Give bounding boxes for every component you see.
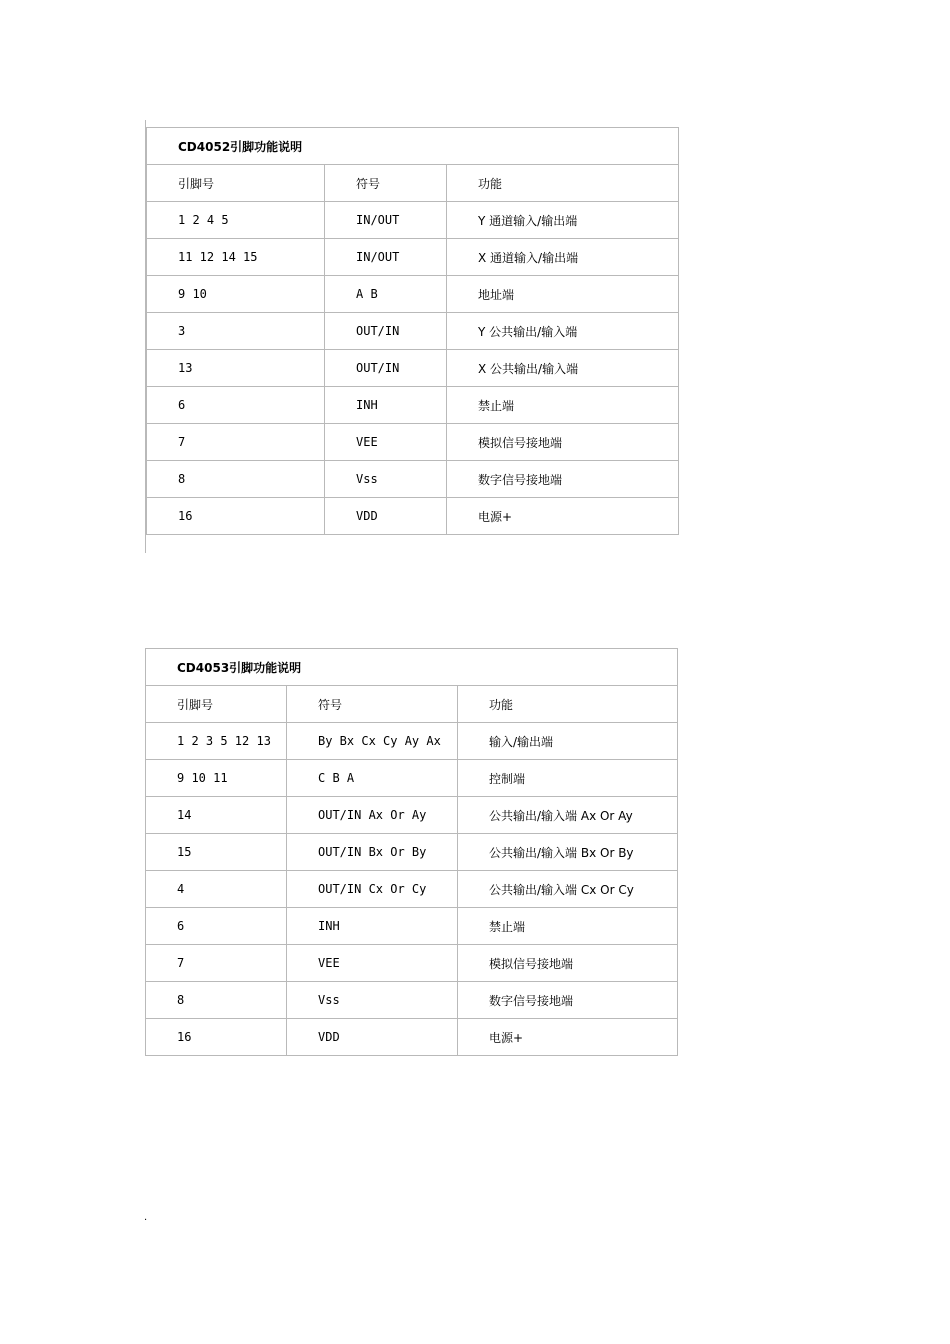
function-cell: Y 通道输入/输出端: [447, 202, 679, 239]
symbol-cell: OUT/IN Bx Or By: [287, 834, 458, 871]
pin-cell: 16: [147, 498, 325, 535]
table-row: [147, 498, 679, 535]
symbol-cell: VDD: [325, 498, 447, 535]
cd4053-pin-table: [145, 648, 678, 1056]
pin-cell: 9 10: [147, 276, 325, 313]
symbol-cell: Vss: [287, 982, 458, 1019]
symbol-cell: INH: [325, 387, 447, 424]
pin-cell: 1 2 4 5: [147, 202, 325, 239]
table-row: [146, 760, 678, 797]
table-row: [147, 350, 679, 387]
table-row: [147, 313, 679, 350]
function-cell: 电源+: [447, 498, 679, 535]
function-cell: Y 公共输出/输入端: [447, 313, 679, 350]
table-row: [146, 982, 678, 1019]
table-row: [146, 908, 678, 945]
function-cell: 公共输出/输入端 Ax Or Ay: [458, 797, 678, 834]
function-cell: 模拟信号接地端: [458, 945, 678, 982]
function-cell: 禁止端: [458, 908, 678, 945]
symbol-cell: IN/OUT: [325, 202, 447, 239]
function-cell: X 通道输入/输出端: [447, 239, 679, 276]
function-cell: 公共输出/输入端 Bx Or By: [458, 834, 678, 871]
pin-cell: 8: [146, 982, 287, 1019]
table-header-row: [146, 686, 678, 723]
function-cell: 输入/输出端: [458, 723, 678, 760]
symbol-cell: INH: [287, 908, 458, 945]
table-header-row: [147, 165, 679, 202]
cd4052-pin-table: [146, 127, 679, 535]
function-cell: 数字信号接地端: [458, 982, 678, 1019]
symbol-cell: OUT/IN Cx Or Cy: [287, 871, 458, 908]
function-cell: 地址端: [447, 276, 679, 313]
header-function: 功能: [458, 686, 678, 723]
pin-cell: 7: [146, 945, 287, 982]
pin-cell: 9 10 11: [146, 760, 287, 797]
function-cell: 数字信号接地端: [447, 461, 679, 498]
header-pin-number: 引脚号: [146, 686, 287, 723]
pin-cell: 13: [147, 350, 325, 387]
symbol-cell: VEE: [325, 424, 447, 461]
table-row: [147, 276, 679, 313]
table-row: [146, 834, 678, 871]
function-cell: 公共输出/输入端 Cx Or Cy: [458, 871, 678, 908]
table-title: CD4053引脚功能说明: [146, 649, 678, 686]
table-title-row: [146, 649, 678, 686]
header-symbol: 符号: [287, 686, 458, 723]
header-function: 功能: [447, 165, 679, 202]
pin-cell: 6: [147, 387, 325, 424]
symbol-cell: VEE: [287, 945, 458, 982]
function-cell: 模拟信号接地端: [447, 424, 679, 461]
pin-cell: 11 12 14 15: [147, 239, 325, 276]
table-row: [147, 424, 679, 461]
symbol-cell: OUT/IN: [325, 313, 447, 350]
table-row: [146, 945, 678, 982]
function-cell: 控制端: [458, 760, 678, 797]
table-row: [147, 239, 679, 276]
header-symbol: 符号: [325, 165, 447, 202]
pin-cell: 14: [146, 797, 287, 834]
function-cell: 禁止端: [447, 387, 679, 424]
table-title-row: [147, 128, 679, 165]
symbol-cell: VDD: [287, 1019, 458, 1056]
table-row: [147, 461, 679, 498]
symbol-cell: IN/OUT: [325, 239, 447, 276]
footer-mark: .: [144, 1212, 148, 1223]
table-row: [147, 387, 679, 424]
table-row: [146, 797, 678, 834]
table-row: [146, 723, 678, 760]
pin-cell: 8: [147, 461, 325, 498]
symbol-cell: C B A: [287, 760, 458, 797]
function-cell: 电源+: [458, 1019, 678, 1056]
symbol-cell: By Bx Cx Cy Ay Ax: [287, 723, 458, 760]
symbol-cell: A B: [325, 276, 447, 313]
symbol-cell: Vss: [325, 461, 447, 498]
table-row: [146, 871, 678, 908]
table-row: [147, 202, 679, 239]
table-row: [146, 1019, 678, 1056]
function-cell: X 公共输出/输入端: [447, 350, 679, 387]
pin-cell: 6: [146, 908, 287, 945]
symbol-cell: OUT/IN Ax Or Ay: [287, 797, 458, 834]
pin-cell: 4: [146, 871, 287, 908]
table-title: CD4052引脚功能说明: [147, 128, 679, 165]
header-pin-number: 引脚号: [147, 165, 325, 202]
pin-cell: 7: [147, 424, 325, 461]
pin-cell: 3: [147, 313, 325, 350]
pin-cell: 1 2 3 5 12 13: [146, 723, 287, 760]
pin-cell: 16: [146, 1019, 287, 1056]
symbol-cell: OUT/IN: [325, 350, 447, 387]
pin-cell: 15: [146, 834, 287, 871]
